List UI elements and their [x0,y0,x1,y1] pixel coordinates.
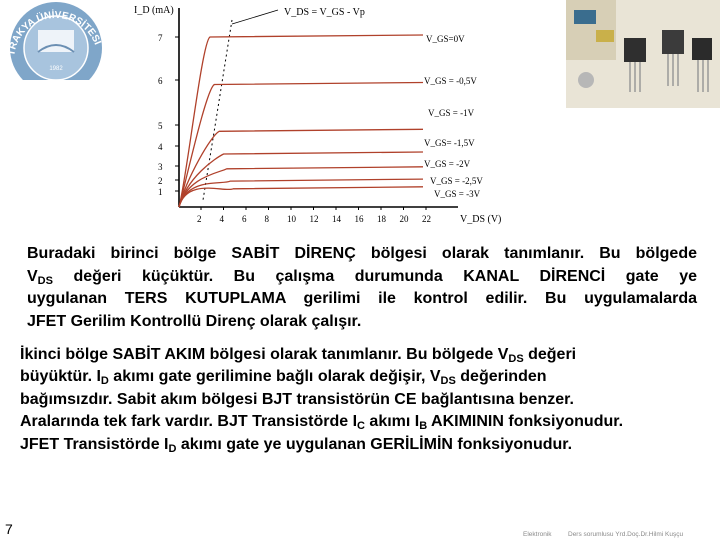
para1-line-2: $V_{DS}$ değeri küçüktür. Bu çalışma durumunda KANAL DİRENCİ gate ye [27,267,697,287]
jfet-output-characteristics-chart [128,0,504,232]
y-tick-label-7: 7 [158,33,163,43]
para1-line-3: uygulanan TERS KUTUPLAMA gerilimi ile kontrol edilir. Bu uygulamalarda [27,290,697,308]
y-tick-label-5: 5 [158,121,163,131]
para2-line-4: Aralarında tek fark vardır. BJT Transistörde $I_C$ akımı $I_B$ AKIMININ fonksiyonudur. [20,413,624,433]
x-tick-label-22: 22 [422,214,431,224]
x-tick-label-6: 6 [242,214,247,224]
x-axis-label: V_DS (V) [460,214,502,225]
para2-line-3: bağımsızdır. Sabit akım bölgesi BJT transistörün CE bağlantısına benzer. [20,390,574,408]
page-number: 7 [5,521,13,537]
footer-instructor: Ders sorumlusu Yrd.Doç.Dr.Hilmi Kuşçu [568,531,684,538]
series-label-2: V_GS = -0,5V [424,76,477,86]
logo-year: 1982 [49,66,63,72]
x-tick-label-16: 16 [354,214,364,224]
x-tick-label-14: 14 [332,214,341,224]
x-tick-label-4: 4 [219,214,224,224]
y-axis-label: I_D (mA) [134,5,174,16]
x-tick-label-10: 10 [287,214,296,224]
y-tick-label-3: 3 [158,162,163,172]
series-label-5: V_GS = -2V [424,159,471,169]
chart-annotation: V_DS = V_GS - Vp [284,7,365,18]
series-label-7: V_GS = -3V [434,189,481,199]
y-tick-label-2: 2 [158,176,163,186]
series-label-6: V_GS = -2,5V [430,176,483,186]
para2-line-5: JFET Transistörde $I_D$ akımı gate ye uygulanan GERİLİMİN fonksiyonudur. [20,435,573,455]
series-label-4: V_GS= -1,5V [424,138,475,148]
paragraph-constant-current-region [20,344,700,456]
x-tick-label-2: 2 [197,214,202,224]
y-tick-label-1: 1 [158,187,163,197]
x-tick-label-8: 8 [264,214,269,224]
logo-arc-text: TRAKYA ÜNİVERSİTESİ [6,9,103,57]
series-label-3: V_GS = -1V [428,108,475,118]
paragraph-ohmic-region [27,243,697,333]
para2-line-1: İkinci bölge SABİT AKIM bölgesi olarak tanımlanır. Bu bölgede $V_{DS}$ değeri [20,346,577,365]
footer-course: Elektronik [523,531,552,538]
y-tick-label-4: 4 [158,142,163,152]
y-tick-label-6: 6 [158,76,163,86]
x-tick-label-12: 12 [309,214,319,224]
para1-line-1: Buradaki birinci bölge SABİT DİRENÇ bölgesi olarak tanımlanır. Bu bölgede [27,245,697,262]
x-tick-label-20: 20 [399,214,409,224]
transistor-photo [566,0,720,108]
para2-line-2: büyüktür. $I_D$ akımı gate gerilimine bağlı olarak değişir, $V_{DS}$ değerinden [20,368,547,388]
para1-line-4: JFET Gerilim Kontrollü Direnç olarak çalışır. [27,312,362,330]
x-tick-label-18: 18 [377,214,386,224]
series-label-1: V_GS=0V [426,34,465,44]
university-logo [0,0,112,80]
